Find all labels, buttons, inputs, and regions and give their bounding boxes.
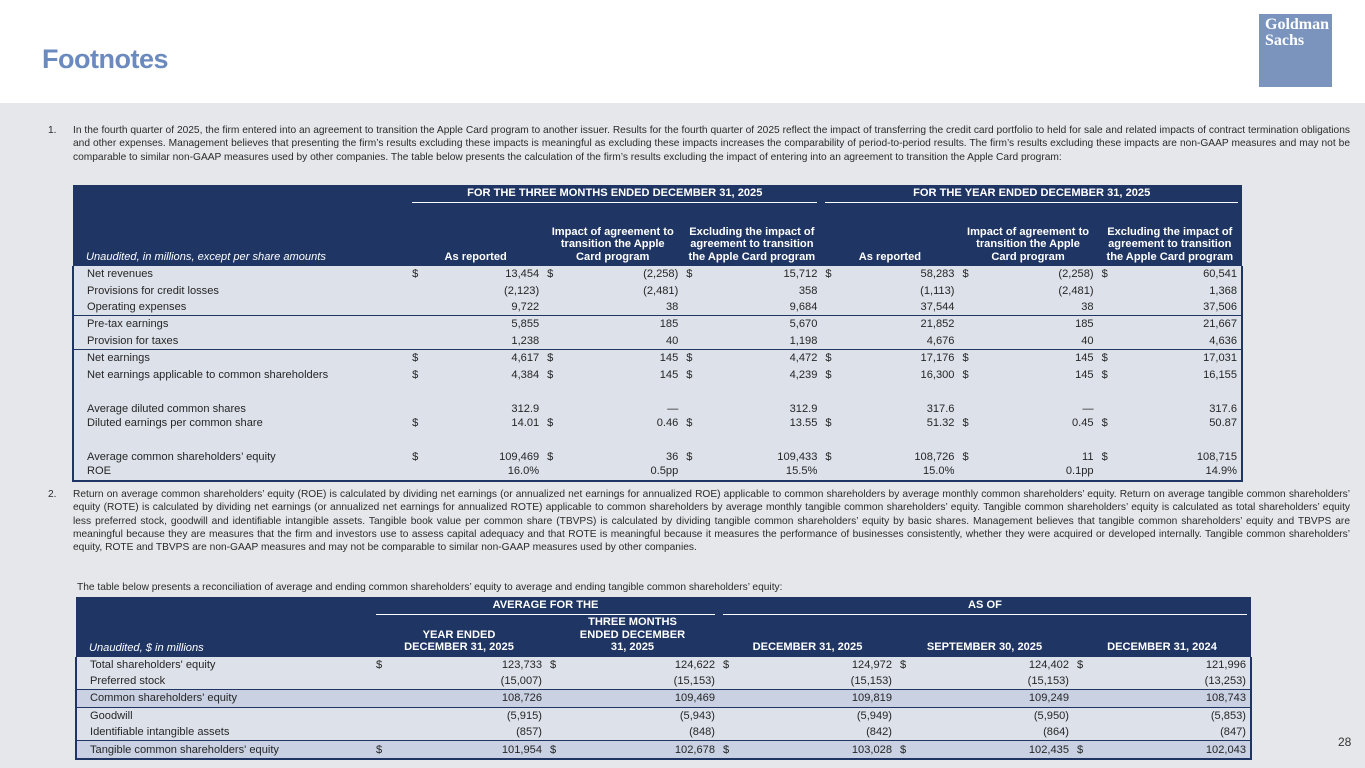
cell-value: (2,481) bbox=[973, 282, 1098, 298]
dollar-sign: $ bbox=[543, 366, 557, 382]
cell-value: 312.9 bbox=[696, 383, 821, 415]
cell-value: 51.32 bbox=[836, 415, 959, 431]
dollar-sign bbox=[896, 673, 910, 690]
row-label: Common shareholders' equity bbox=[76, 690, 372, 707]
cell-value: 109,469 bbox=[422, 431, 543, 463]
dollar-sign: $ bbox=[821, 349, 835, 366]
footnote-1-text: In the fourth quarter of 2025, the firm entered into an agreement to transition the Apple Card program to another issuer. Results for the fourth quarter of 2025 reflect the impact of transferring the credit card portfolio to held for sale and related impacts of contract termination obligations and other expenses. Management believes that presenting the firm’s results excluding these impacts is meaningful as excluding these impacts increases the comparability of period-to-period results. The firm’s results excluding these impacts are non-GAAP measures and may not be comparable to similar non-GAAP measures used by other companies. The table below presents the calculation of the firm’s results excluding the impact of entering into an agreement to transition the Apple Card program: bbox=[73, 125, 1350, 163]
row-label: Net earnings applicable to common shareholders bbox=[73, 366, 408, 382]
cell-value: 4,472 bbox=[696, 349, 821, 366]
dollar-sign: $ bbox=[1098, 349, 1112, 366]
dollar-sign: $ bbox=[543, 415, 557, 431]
cell-value: 124,402 bbox=[910, 657, 1073, 673]
dollar-sign bbox=[408, 463, 422, 480]
dollar-sign bbox=[408, 299, 422, 316]
table2-col-dec-2024: DECEMBER 31, 2024 bbox=[1073, 616, 1251, 657]
dollar-sign: $ bbox=[546, 657, 560, 673]
dollar-sign: $ bbox=[543, 266, 557, 282]
cell-value: (2,258) bbox=[557, 266, 682, 282]
dollar-sign bbox=[1073, 690, 1087, 707]
cell-value: 11 bbox=[973, 431, 1098, 463]
dollar-sign bbox=[1073, 724, 1087, 741]
table1-row bbox=[73, 299, 1242, 316]
cell-value: (847) bbox=[1087, 724, 1251, 741]
row-label: Average diluted common shares bbox=[73, 383, 408, 415]
table2-column-header bbox=[76, 616, 1251, 657]
dollar-sign: $ bbox=[719, 741, 733, 759]
cell-value: 108,726 bbox=[386, 690, 546, 707]
logo-line-2: Sachs bbox=[1265, 32, 1305, 49]
row-label: Net earnings bbox=[73, 349, 408, 366]
dollar-sign: $ bbox=[719, 657, 733, 673]
dollar-sign: $ bbox=[408, 431, 422, 463]
cell-value: — bbox=[973, 383, 1098, 415]
cell-value: 40 bbox=[557, 333, 682, 350]
dollar-sign bbox=[896, 707, 910, 724]
cell-value: (15,153) bbox=[910, 673, 1073, 690]
cell-value: 109,433 bbox=[696, 431, 821, 463]
dollar-sign bbox=[719, 707, 733, 724]
cell-value: 0.5pp bbox=[557, 463, 682, 480]
dollar-sign bbox=[408, 282, 422, 298]
row-label: ROE bbox=[73, 463, 408, 480]
dollar-sign: $ bbox=[1098, 266, 1112, 282]
cell-value: 317.6 bbox=[836, 383, 959, 415]
dollar-sign bbox=[821, 383, 835, 415]
dollar-sign: $ bbox=[958, 349, 972, 366]
table2-col-year-ended: YEAR ENDED DECEMBER 31, 2025 bbox=[372, 616, 546, 657]
cell-value: 145 bbox=[557, 366, 682, 382]
dollar-sign bbox=[958, 299, 972, 316]
cell-value: (15,007) bbox=[386, 673, 546, 690]
dollar-sign bbox=[408, 316, 422, 333]
cell-value: 185 bbox=[557, 316, 682, 333]
cell-value: 0.45 bbox=[973, 415, 1098, 431]
cell-value: 9,684 bbox=[696, 299, 821, 316]
dollar-sign: $ bbox=[821, 415, 835, 431]
cell-value: 14.01 bbox=[422, 415, 543, 431]
table1-col-reported-quarter: As reported bbox=[408, 205, 543, 266]
dollar-sign: $ bbox=[896, 741, 910, 759]
cell-value: 21,852 bbox=[836, 316, 959, 333]
cell-value: 4,617 bbox=[422, 349, 543, 366]
table1-row bbox=[73, 349, 1242, 366]
table1-col-excluding-quarter: Excluding the impact of agreement to transition the Apple Card program bbox=[682, 205, 821, 266]
cell-value: (5,915) bbox=[386, 707, 546, 724]
cell-value: 9,722 bbox=[422, 299, 543, 316]
dollar-sign: $ bbox=[408, 366, 422, 382]
cell-value: 145 bbox=[557, 349, 682, 366]
row-label: Provisions for credit losses bbox=[73, 282, 408, 298]
table1-row bbox=[73, 415, 1242, 431]
cell-value: 102,043 bbox=[1087, 741, 1251, 759]
cell-value: 185 bbox=[973, 316, 1098, 333]
dollar-sign: $ bbox=[821, 266, 835, 282]
dollar-sign: $ bbox=[372, 741, 386, 759]
table1-row bbox=[73, 431, 1242, 463]
dollar-sign bbox=[821, 333, 835, 350]
cell-value: 1,198 bbox=[696, 333, 821, 350]
table2-col-sep-2025: SEPTEMBER 30, 2025 bbox=[896, 616, 1073, 657]
cell-value: (13,253) bbox=[1087, 673, 1251, 690]
table1-row bbox=[73, 282, 1242, 298]
table2-row bbox=[76, 707, 1251, 724]
cell-value: 108,743 bbox=[1087, 690, 1251, 707]
dollar-sign: $ bbox=[372, 657, 386, 673]
dollar-sign: $ bbox=[1098, 366, 1112, 382]
dollar-sign bbox=[543, 282, 557, 298]
cell-value: 17,031 bbox=[1112, 349, 1242, 366]
table2-group-asof: AS OF bbox=[723, 599, 1247, 615]
cell-value: 108,715 bbox=[1112, 431, 1242, 463]
dollar-sign: $ bbox=[543, 431, 557, 463]
cell-value: (15,153) bbox=[560, 673, 719, 690]
dollar-sign bbox=[958, 463, 972, 480]
cell-value: (2,481) bbox=[557, 282, 682, 298]
table1-col-impact-year: Impact of agreement to transition the Apple Card program bbox=[958, 205, 1097, 266]
cell-value: (5,949) bbox=[733, 707, 896, 724]
cell-value: 358 bbox=[696, 282, 821, 298]
dollar-sign bbox=[682, 299, 696, 316]
cell-value: 124,622 bbox=[560, 657, 719, 673]
cell-value: (842) bbox=[733, 724, 896, 741]
page-title: Footnotes bbox=[42, 44, 168, 74]
cell-value: 0.46 bbox=[557, 415, 682, 431]
row-label: Tangible common shareholders' equity bbox=[76, 741, 372, 759]
dollar-sign bbox=[408, 333, 422, 350]
cell-value: 1,238 bbox=[422, 333, 543, 350]
dollar-sign: $ bbox=[1073, 657, 1087, 673]
dollar-sign bbox=[546, 724, 560, 741]
dollar-sign bbox=[719, 690, 733, 707]
cell-value: (2,123) bbox=[422, 282, 543, 298]
dollar-sign bbox=[682, 316, 696, 333]
table1-row bbox=[73, 463, 1242, 480]
dollar-sign bbox=[821, 299, 835, 316]
footnote-1-number: 1. bbox=[48, 125, 57, 136]
dollar-sign bbox=[543, 333, 557, 350]
tangible-equity-reconciliation-table bbox=[75, 597, 1252, 760]
row-label: Goodwill bbox=[76, 707, 372, 724]
dollar-sign bbox=[1098, 383, 1112, 415]
cell-value: — bbox=[557, 383, 682, 415]
cell-value: 14.9% bbox=[1112, 463, 1242, 480]
cell-value: 15.0% bbox=[836, 463, 959, 480]
dollar-sign bbox=[958, 333, 972, 350]
row-label: Total shareholders' equity bbox=[76, 657, 372, 673]
dollar-sign bbox=[896, 690, 910, 707]
cell-value: 145 bbox=[973, 366, 1098, 382]
cell-value: 36 bbox=[557, 431, 682, 463]
cell-value: 4,384 bbox=[422, 366, 543, 382]
dollar-sign bbox=[682, 282, 696, 298]
dollar-sign: $ bbox=[682, 349, 696, 366]
cell-value: 109,819 bbox=[733, 690, 896, 707]
cell-value: 15,712 bbox=[696, 266, 821, 282]
table2-row bbox=[76, 690, 1251, 707]
cell-value: 50.87 bbox=[1112, 415, 1242, 431]
dollar-sign: $ bbox=[408, 349, 422, 366]
dollar-sign bbox=[543, 383, 557, 415]
cell-value: 0.1pp bbox=[973, 463, 1098, 480]
dollar-sign bbox=[719, 673, 733, 690]
dollar-sign bbox=[821, 282, 835, 298]
cell-value: 1,368 bbox=[1112, 282, 1242, 298]
cell-value: 60,541 bbox=[1112, 266, 1242, 282]
cell-value: 5,855 bbox=[422, 316, 543, 333]
goldman-sachs-logo bbox=[1259, 14, 1332, 87]
cell-value: 16,155 bbox=[1112, 366, 1242, 382]
table1-unit-label: Unaudited, in millions, except per share amounts bbox=[73, 205, 408, 266]
dollar-sign: $ bbox=[896, 657, 910, 673]
dollar-sign bbox=[821, 463, 835, 480]
page-number: 28 bbox=[1338, 735, 1352, 749]
cell-value: 17,176 bbox=[836, 349, 959, 366]
cell-value: 37,544 bbox=[836, 299, 959, 316]
dollar-sign bbox=[1098, 282, 1112, 298]
dollar-sign bbox=[1073, 707, 1087, 724]
table2-row bbox=[76, 724, 1251, 741]
dollar-sign bbox=[546, 690, 560, 707]
table1-row bbox=[73, 366, 1242, 382]
cell-value: 124,972 bbox=[733, 657, 896, 673]
dollar-sign bbox=[408, 383, 422, 415]
cell-value: 5,670 bbox=[696, 316, 821, 333]
dollar-sign bbox=[543, 316, 557, 333]
dollar-sign: $ bbox=[546, 741, 560, 759]
row-label: Diluted earnings per common share bbox=[73, 415, 408, 431]
dollar-sign bbox=[1098, 463, 1112, 480]
cell-value: 4,636 bbox=[1112, 333, 1242, 350]
cell-value: 16,300 bbox=[836, 366, 959, 382]
cell-value: 109,249 bbox=[910, 690, 1073, 707]
table1-col-reported-year: As reported bbox=[821, 205, 958, 266]
table1-row bbox=[73, 333, 1242, 350]
cell-value: 123,733 bbox=[386, 657, 546, 673]
table1-column-header bbox=[73, 205, 1242, 266]
table2-col-dec-2025: DECEMBER 31, 2025 bbox=[719, 616, 896, 657]
cell-value: 16.0% bbox=[422, 463, 543, 480]
cell-value: 13,454 bbox=[422, 266, 543, 282]
table2-group-header bbox=[76, 597, 1251, 616]
dollar-sign: $ bbox=[958, 266, 972, 282]
dollar-sign bbox=[372, 707, 386, 724]
footnote-2 bbox=[48, 488, 1350, 554]
cell-value: 13.55 bbox=[696, 415, 821, 431]
cell-value: (857) bbox=[386, 724, 546, 741]
dollar-sign bbox=[896, 724, 910, 741]
cell-value: 15.5% bbox=[696, 463, 821, 480]
table1-col-excluding-year: Excluding the impact of agreement to transition the Apple Card program bbox=[1098, 205, 1242, 266]
dollar-sign bbox=[546, 673, 560, 690]
dollar-sign bbox=[958, 316, 972, 333]
dollar-sign: $ bbox=[821, 366, 835, 382]
table1-row bbox=[73, 266, 1242, 282]
dollar-sign: $ bbox=[1098, 431, 1112, 463]
table2-col-three-months: THREE MONTHS ENDED DECEMBER 31, 2025 bbox=[546, 616, 719, 657]
row-label: Preferred stock bbox=[76, 673, 372, 690]
dollar-sign bbox=[546, 707, 560, 724]
dollar-sign: $ bbox=[408, 415, 422, 431]
dollar-sign bbox=[543, 463, 557, 480]
dollar-sign bbox=[682, 333, 696, 350]
table1-group-quarter: FOR THE THREE MONTHS ENDED DECEMBER 31, 2025 bbox=[412, 187, 817, 203]
dollar-sign bbox=[1098, 316, 1112, 333]
dollar-sign: $ bbox=[1073, 741, 1087, 759]
table2-group-average: AVERAGE FOR THE bbox=[376, 599, 715, 615]
cell-value: (864) bbox=[910, 724, 1073, 741]
cell-value: 109,469 bbox=[560, 690, 719, 707]
table2-row bbox=[76, 673, 1251, 690]
footnote-1 bbox=[48, 124, 1350, 164]
cell-value: 102,435 bbox=[910, 741, 1073, 759]
dollar-sign: $ bbox=[682, 266, 696, 282]
table1-group-year: FOR THE YEAR ENDED DECEMBER 31, 2025 bbox=[825, 187, 1238, 203]
dollar-sign bbox=[682, 383, 696, 415]
dollar-sign: $ bbox=[821, 431, 835, 463]
cell-value: 38 bbox=[973, 299, 1098, 316]
footnote-2-intro: The table below presents a reconciliation of average and ending common shareholders’ equity to average and ending tangible common shareholders’ equity: bbox=[77, 582, 783, 593]
dollar-sign: $ bbox=[1098, 415, 1112, 431]
cell-value: (848) bbox=[560, 724, 719, 741]
cell-value: 101,954 bbox=[386, 741, 546, 759]
table1-row bbox=[73, 316, 1242, 333]
slide-header bbox=[0, 0, 1365, 103]
dollar-sign bbox=[372, 690, 386, 707]
row-label: Identifiable intangible assets bbox=[76, 724, 372, 741]
dollar-sign bbox=[821, 316, 835, 333]
table1-group-header bbox=[73, 185, 1242, 205]
dollar-sign: $ bbox=[682, 431, 696, 463]
dollar-sign bbox=[543, 299, 557, 316]
cell-value: 312.9 bbox=[422, 383, 543, 415]
dollar-sign bbox=[1073, 673, 1087, 690]
logo-line-1: Goldman bbox=[1265, 16, 1330, 33]
dollar-sign bbox=[958, 383, 972, 415]
cell-value: 21,667 bbox=[1112, 316, 1242, 333]
table1-row bbox=[73, 383, 1242, 415]
apple-card-impact-table bbox=[72, 185, 1243, 482]
dollar-sign: $ bbox=[408, 266, 422, 282]
cell-value: 108,726 bbox=[836, 431, 959, 463]
table2-unit-label: Unaudited, $ in millions bbox=[76, 616, 372, 657]
row-label: Provision for taxes bbox=[73, 333, 408, 350]
cell-value: 102,678 bbox=[560, 741, 719, 759]
cell-value: (5,853) bbox=[1087, 707, 1251, 724]
cell-value: 58,283 bbox=[836, 266, 959, 282]
row-label: Average common shareholders’ equity bbox=[73, 431, 408, 463]
dollar-sign bbox=[958, 282, 972, 298]
cell-value: 38 bbox=[557, 299, 682, 316]
cell-value: 121,996 bbox=[1087, 657, 1251, 673]
cell-value: 103,028 bbox=[733, 741, 896, 759]
table2-row bbox=[76, 657, 1251, 673]
dollar-sign: $ bbox=[682, 415, 696, 431]
row-label: Operating expenses bbox=[73, 299, 408, 316]
dollar-sign: $ bbox=[958, 366, 972, 382]
dollar-sign: $ bbox=[958, 431, 972, 463]
cell-value: 40 bbox=[973, 333, 1098, 350]
dollar-sign bbox=[372, 673, 386, 690]
cell-value: (5,950) bbox=[910, 707, 1073, 724]
footnote-2-number: 2. bbox=[48, 489, 57, 500]
row-label: Net revenues bbox=[73, 266, 408, 282]
cell-value: 4,676 bbox=[836, 333, 959, 350]
dollar-sign: $ bbox=[543, 349, 557, 366]
cell-value: (5,943) bbox=[560, 707, 719, 724]
footnote-2-text: Return on average common shareholders’ equity (ROE) is calculated by dividing net earnings (or annualized net earnings for annualized ROE) applicable to common shareholders by average monthly common shareholders’ equity. Return on average tangible common shareholders’ equity (ROTE) is calculated by dividing net earnings (or annualized net earnings for annualized ROTE) applicable to common shareholders by average monthly tangible common shareholders’ equity. Tangible common shareholders’ equity is calculated as total shareholders’ equity less preferred stock, goodwill and identifiable intangible assets. Tangible book value per common share (TBVPS) is calculated by dividing tangible common shareholders’ equity by basic shares. Management believes that tangible common shareholders’ equity and TBVPS are meaningful because they are measures that the firm and investors use to assess capital adequacy and that ROTE is meaningful because it measures the performance of businesses consistently, whether they were acquired or developed internally. Tangible common shareholders’ equity, ROTE and TBVPS are non-GAAP measures and may not be comparable to similar non-GAAP measures used by other companies. bbox=[73, 489, 1350, 554]
cell-value: (1,113) bbox=[836, 282, 959, 298]
table2-row bbox=[76, 741, 1251, 759]
dollar-sign: $ bbox=[682, 366, 696, 382]
cell-value: 37,506 bbox=[1112, 299, 1242, 316]
row-label: Pre-tax earnings bbox=[73, 316, 408, 333]
cell-value: 4,239 bbox=[696, 366, 821, 382]
cell-value: (15,153) bbox=[733, 673, 896, 690]
dollar-sign: $ bbox=[958, 415, 972, 431]
dollar-sign bbox=[1098, 299, 1112, 316]
cell-value: 145 bbox=[973, 349, 1098, 366]
dollar-sign bbox=[682, 463, 696, 480]
cell-value: (2,258) bbox=[973, 266, 1098, 282]
table1-col-impact-quarter: Impact of agreement to transition the Apple Card program bbox=[543, 205, 682, 266]
cell-value: 317.6 bbox=[1112, 383, 1242, 415]
dollar-sign bbox=[1098, 333, 1112, 350]
dollar-sign bbox=[719, 724, 733, 741]
dollar-sign bbox=[372, 724, 386, 741]
